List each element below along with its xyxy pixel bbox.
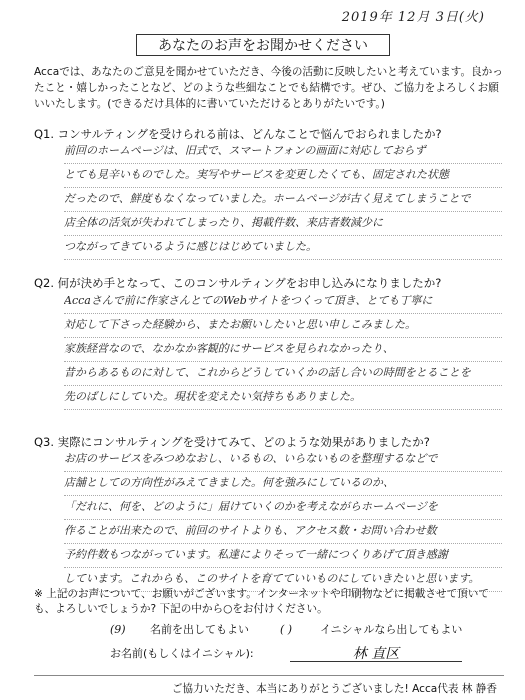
intro-text: Accaでは、あなたのご意見を聞かせていただき、今後の活動に反映したいと考えています。良かったこと・嬉しかったことなど、どのような些細なことでも結構です。ぜひ、ご協力をよろしくお願いいたします。(できるだけ具体的に書いていただけるとありがたいです。) (34, 66, 503, 110)
answer-1-line: つながってきているように感じはじめていました。 (64, 236, 502, 260)
answer-2-line: Accaさんで前に作家さんとてのWebサイトをつくって頂き、とても丁寧に (64, 290, 502, 314)
answer-3-line: 作ることが出来たので、前回のサイトよりも、アクセス数・お問い合わせ数 (64, 520, 502, 544)
answer-2-block (64, 290, 502, 410)
answer-3-line: お店のサービスをみつめなおし、いるもの、いらないものを整理するなどで (64, 448, 502, 472)
answer-1-line: とても見辛いものでした。実写やサービスを変更したくても、固定された状態 (64, 164, 502, 188)
answer-3-block (64, 448, 502, 592)
answer-3-line: 「だれに、何を、どのように」届けていくのかを考えながらホームページを (64, 496, 502, 520)
question-1: Q1. コンサルティングを受けられる前は、どんなことで悩んでおられましたか? (34, 127, 442, 141)
choice-name-ok-mark: (9) (110, 623, 126, 636)
answer-2-line: 対応して下さった経験から、またお願いしたいと思い申しこみました。 (64, 314, 502, 338)
choice-initials-ok[interactable] (280, 621, 462, 637)
answer-3-line: 店舗としての方向性がみえてきました。何を強みにしているのか、 (64, 472, 502, 496)
choice-initials-ok-mark: ( ) (280, 623, 293, 636)
name-label: お名前(もしくはイニシャル): (110, 647, 254, 660)
answer-1-line: だったので、鮮度もなくなっていました。ホームページが古く見えてしまうことで (64, 188, 502, 212)
answer-2-line: 昔からあるものに対して、これからどうしていくかの話し合いの時間をとることを (64, 362, 502, 386)
page-title: あなたのお声をお聞かせください (136, 34, 390, 56)
answer-1-line: 店全体の活気が失われてしまったり、掲載件数、来店者数減少に (64, 212, 502, 236)
footer-thanks: ご協力いただき、本当にありがとうございました! Acca代表 林 静香 (171, 683, 497, 695)
choice-initials-ok-label: イニシャルなら出してもよい (320, 623, 463, 636)
name-field[interactable]: 林 直区 (290, 643, 462, 662)
footer-divider (34, 675, 504, 676)
question-2: Q2. 何が決め手となって、このコンサルティングをお申し込みになりましたか? (34, 276, 442, 290)
answer-2-line: 先のばしにしていた。現状を変えたい気持ちもありました。 (64, 386, 502, 410)
answer-1-line: 前回のホームページは、旧式で、スマートフォンの画面に対応しておらず (64, 140, 502, 164)
question-3: Q3. 実際にコンサルティングを受けてみて、どのような効果がありましたか? (34, 435, 430, 449)
answer-2-line: 家族経営なので、なかなか客観的にサービスを見られなかったり、 (64, 338, 502, 362)
answer-3-line: 予約件数もつながっています。私達によりそって一緒につくりあげて頂き感謝 (64, 544, 502, 568)
choice-name-ok[interactable] (110, 621, 249, 637)
answer-3-line: しています。これからも、このサイトを育てていいものにしていきたいと思います。 (64, 568, 502, 592)
publication-note: ※ 上記のお声について、お願いがございます。インターネットや印刷物などに掲載させて頂いても、よろしいでしょうか? 下記の中から○をお付けください。 (34, 588, 489, 615)
survey-date: 2019年 12月 3日(火) (341, 10, 485, 25)
choice-name-ok-label: 名前を出してもよい (150, 623, 249, 636)
answer-1-block (64, 140, 502, 260)
